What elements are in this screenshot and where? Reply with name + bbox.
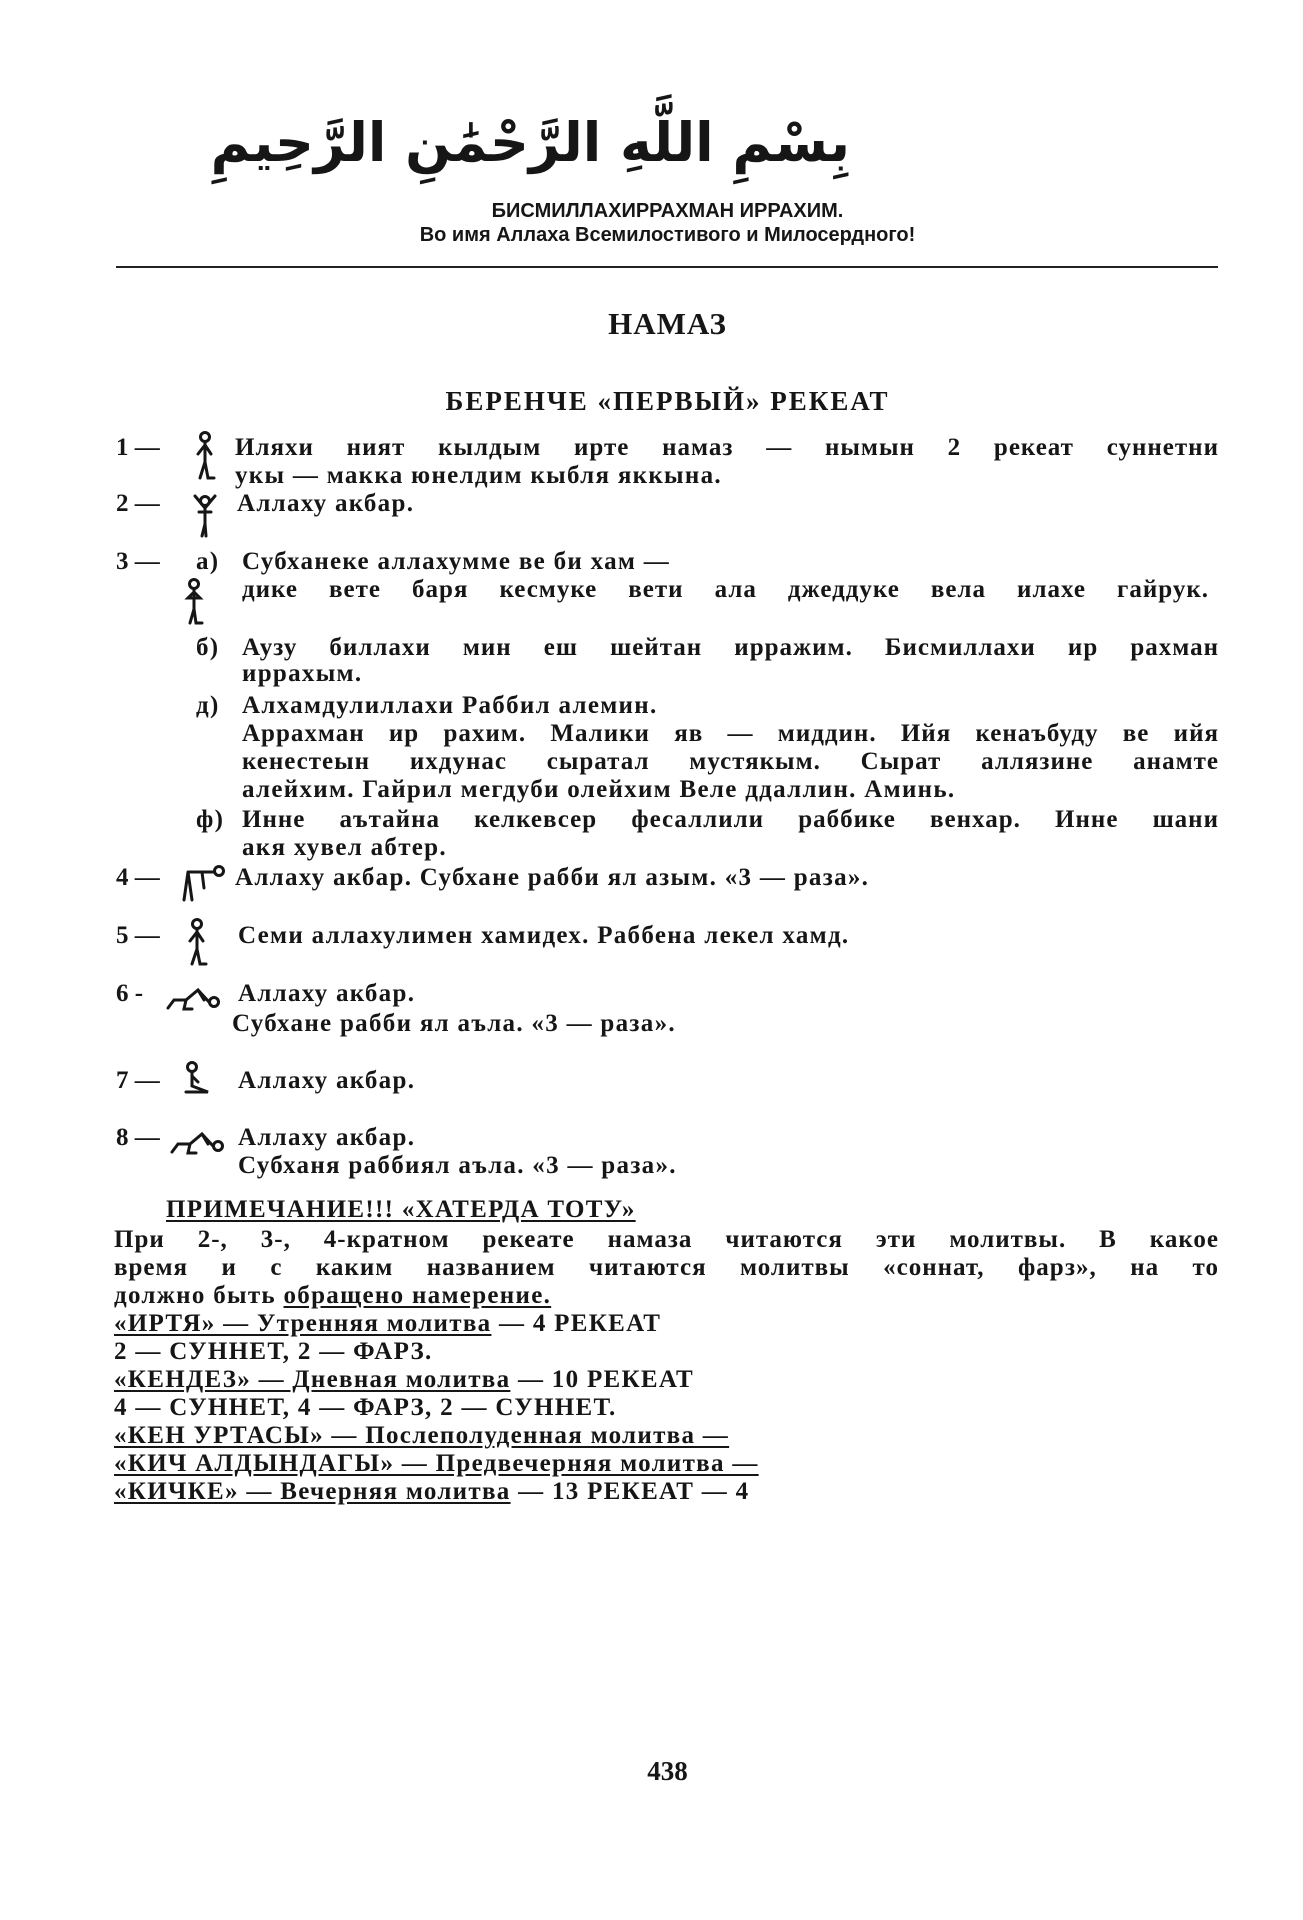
prayer-kendez-detail: 4 — СУННЕТ, 4 — ФАРЗ, 2 — СУННЕТ. xyxy=(114,1394,617,1421)
step-5-number: 5 — xyxy=(116,922,160,949)
step-6-number: 6 - xyxy=(116,980,144,1007)
note-text-line-3: должно быть обращено намерение. xyxy=(114,1282,552,1309)
step-8-number: 8 — xyxy=(116,1124,160,1151)
step-1-text-line-2: укы — макка юнелдим кыбля яккына. xyxy=(235,462,722,489)
step-1-text-line-1: Иляхи ният кылдым ирте намаз — нымын 2 рекеат суннетни xyxy=(235,434,1219,461)
prayer-irtya-detail: 2 — СУННЕТ, 2 — ФАРЗ. xyxy=(114,1338,433,1365)
step-3a-text-line-2: дике вете баря кесмуке вети ала джеддуке вела илахе гайрук. xyxy=(242,576,1209,603)
page-number: 438 xyxy=(647,1756,688,1786)
bismillah-calligraphy: بِسْمِ اللَّهِ الرَّحْمَٰنِ الرَّحِيمِ xyxy=(210,111,850,174)
step-3d-text-line-1: Алхамдулиллахи Раббил алемин. xyxy=(242,692,658,719)
step-3f-label: ф) xyxy=(196,806,225,833)
prayer-kichke xyxy=(114,1478,749,1506)
standing-figure-icon xyxy=(184,918,210,968)
prayer-kendez-count: — 10 РЕКЕАТ xyxy=(510,1366,695,1393)
step-8-text-line-1: Аллаху акбар. xyxy=(238,1124,416,1151)
step-2-text: Аллаху акбар. xyxy=(237,490,415,517)
step-7-text: Аллаху акбар. xyxy=(238,1067,416,1094)
sitting-figure-icon xyxy=(180,1062,214,1098)
bismillah-transliteration: БИСМИЛЛАХИРРАХМАН ИРРАХИМ. xyxy=(491,200,844,222)
step-4-text: Аллаху акбар. Субхане рабби ял азым. «3 — раза». xyxy=(235,864,870,891)
step-3-number: 3 — xyxy=(116,548,160,575)
prayer-irtya xyxy=(114,1310,661,1338)
note-heading: ПРИМЕЧАНИЕ!!! «ХАТЕРДА ТОТУ» xyxy=(166,1196,636,1223)
step-3d-text-line-3: кенестеын ихдунас сыратал мустякым. Сырат аллязине анамте xyxy=(242,748,1219,775)
step-3b-label: б) xyxy=(196,634,220,661)
step-3d-text-line-4: алейхим. Гайрил мегдуби олейхим Веле ддаллин. Аминь. xyxy=(242,776,956,803)
step-3d-text-line-2: Аррахман ир рахим. Малики яв — миддин. Ийя кенаъбуду ве ийя xyxy=(242,720,1219,747)
step-3b-text-line-2: иррахым. xyxy=(242,660,363,687)
step-3a-text-line-1: Субханеке аллахумме ве би хам — xyxy=(242,548,671,575)
step-3b-text-line-1: Аузу биллахи мин еш шейтан ирражим. Бисмиллахи ир рахман xyxy=(242,634,1219,661)
note-intention-phrase: обращено намерение. xyxy=(283,1282,552,1309)
step-3f-text-line-1: Инне аътайна келкевсер фесаллили раббике венхар. Инне шани xyxy=(242,806,1219,833)
step-8-text-line-2: Субханя раббиял аъла. «3 — раза». xyxy=(238,1152,677,1179)
step-1-number: 1 — xyxy=(116,434,160,461)
step-3f-text-line-2: акя хувел абтер. xyxy=(242,834,447,861)
prayer-kichke-name: «КИЧКЕ» — Вечерняя молитва xyxy=(114,1478,511,1505)
note-text-line-1: При 2-, 3-, 4-кратном рекеате намаза читаются эти молитвы. В какое xyxy=(114,1226,1219,1253)
section-subtitle: БЕРЕНЧЕ «ПЕРВЫЙ» РЕКЕАТ xyxy=(445,386,890,416)
bowing-figure-icon xyxy=(178,862,226,904)
prayer-kich-aldyndagy: «КИЧ АЛДЫНДАГЫ» — Предвечерняя молитва — xyxy=(114,1450,759,1477)
prayer-irtya-count: — 4 РЕКЕАТ xyxy=(491,1310,662,1337)
step-7-number: 7 — xyxy=(116,1067,160,1094)
step-3a-label: а) xyxy=(196,548,220,575)
standing-figure-icon xyxy=(192,431,218,483)
prayer-irtya-name: «ИРТЯ» — Утренняя молитва xyxy=(114,1310,492,1337)
step-2-number: 2 — xyxy=(116,490,160,517)
step-6-text-line-2: Субхане рабби ял аъла. «3 — раза». xyxy=(232,1010,676,1037)
prostration-figure-icon xyxy=(168,1128,228,1156)
prayer-kichke-count: — 13 РЕКЕАТ — 4 xyxy=(510,1478,750,1505)
prayer-kendez-name: «КЕНДЕЗ» — Дневная молитва xyxy=(114,1366,511,1393)
note-text-line-2: время и с каким названием читаются молитвы «соннат, фарз», на то xyxy=(114,1254,1219,1281)
prayer-kendez xyxy=(114,1366,694,1394)
standing-hands-folded-figure-icon xyxy=(180,578,208,628)
prostration-figure-icon xyxy=(164,984,224,1012)
step-5-text: Семи аллахулимен хамидех. Раббена лекел хамд. xyxy=(238,922,850,949)
bismillah-translation: Во имя Аллаха Всемилостивого и Милосердного! xyxy=(419,224,916,246)
prayer-ken-urtasy: «КЕН УРТАСЫ» — Послеполуденная молитва — xyxy=(114,1422,730,1449)
step-3d-label: д) xyxy=(196,692,220,719)
step-6-text-line-1: Аллаху акбар. xyxy=(238,980,416,1007)
step-4-number: 4 — xyxy=(116,864,160,891)
page-title: НАМАЗ xyxy=(608,306,727,341)
header-divider xyxy=(116,266,1218,268)
raised-hands-figure-icon xyxy=(190,490,220,540)
